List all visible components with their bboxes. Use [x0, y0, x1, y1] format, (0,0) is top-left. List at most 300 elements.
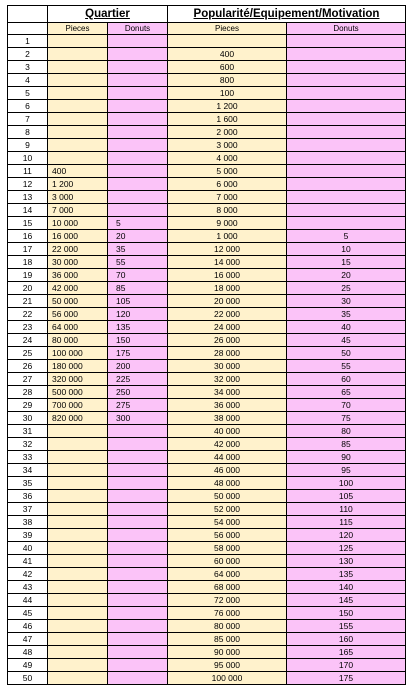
- popularite-pieces-cell: 100: [168, 87, 287, 100]
- table-row: [8, 217, 406, 230]
- table-row: [8, 256, 406, 269]
- quartier-donuts-cell: [108, 113, 168, 126]
- table-row: [8, 568, 406, 581]
- popularite-pieces-cell: 400: [168, 48, 287, 61]
- popularite-pieces-cell: 32 000: [168, 373, 287, 386]
- table-row: [8, 386, 406, 399]
- popularite-donuts-cell: [287, 87, 406, 100]
- popularite-donuts-cell: 155: [287, 620, 406, 633]
- quartier-pieces-cell: 500 000: [48, 386, 108, 399]
- header-row-columns: [8, 23, 406, 35]
- row-number-cell: 20: [8, 282, 48, 295]
- popularite-pieces-cell: 2 000: [168, 126, 287, 139]
- table-row: [8, 451, 406, 464]
- quartier-pieces-cell: [48, 139, 108, 152]
- popularite-donuts-cell: [287, 74, 406, 87]
- popularite-pieces-cell: 22 000: [168, 308, 287, 321]
- quartier-pieces-cell: [48, 581, 108, 594]
- popularite-pieces-cell: 44 000: [168, 451, 287, 464]
- table-row: [8, 659, 406, 672]
- row-number-cell: 3: [8, 61, 48, 74]
- quartier-pieces-cell: [48, 542, 108, 555]
- table-row: [8, 399, 406, 412]
- popularite-donuts-cell: 120: [287, 529, 406, 542]
- quartier-donuts-cell: [108, 61, 168, 74]
- quartier-donuts-cell: [108, 529, 168, 542]
- quartier-pieces-cell: 56 000: [48, 308, 108, 321]
- row-number-cell: 23: [8, 321, 48, 334]
- table-row: [8, 61, 406, 74]
- quartier-donuts-cell: 175: [108, 347, 168, 360]
- quartier-donuts-cell: [108, 100, 168, 113]
- quartier-donuts-cell: [108, 646, 168, 659]
- row-number-cell: 14: [8, 204, 48, 217]
- quartier-donuts-cell: [108, 568, 168, 581]
- popularite-pieces-cell: 85 000: [168, 633, 287, 646]
- popularite-donuts-cell: 30: [287, 295, 406, 308]
- popularite-pieces-cell: 12 000: [168, 243, 287, 256]
- popularite-donuts-cell: 130: [287, 555, 406, 568]
- table-row: [8, 529, 406, 542]
- popularite-donuts-cell: 5: [287, 230, 406, 243]
- quartier-donuts-cell: [108, 139, 168, 152]
- header-corner-cell: [8, 23, 48, 35]
- quartier-pieces-cell: 10 000: [48, 217, 108, 230]
- popularite-pieces-cell: 42 000: [168, 438, 287, 451]
- quartier-pieces-cell: 64 000: [48, 321, 108, 334]
- table-row: [8, 269, 406, 282]
- quartier-pieces-cell: [48, 74, 108, 87]
- popularite-group-header: Popularité/Equipement/Motivation: [168, 6, 406, 23]
- table-row: [8, 321, 406, 334]
- table-row: [8, 204, 406, 217]
- quartier-pieces-cell: [48, 529, 108, 542]
- popularite-donuts-cell: 15: [287, 256, 406, 269]
- quartier-donuts-cell: [108, 451, 168, 464]
- row-number-cell: 9: [8, 139, 48, 152]
- popularite-donuts-cell: 85: [287, 438, 406, 451]
- table-row: [8, 191, 406, 204]
- popularite-donuts-cell: 115: [287, 516, 406, 529]
- quartier-pieces-cell: [48, 126, 108, 139]
- table-row: [8, 581, 406, 594]
- row-number-cell: 45: [8, 607, 48, 620]
- popularite-pieces-cell: 54 000: [168, 516, 287, 529]
- table-row: [8, 243, 406, 256]
- quartier-donuts-cell: [108, 490, 168, 503]
- quartier-pieces-cell: [48, 646, 108, 659]
- quartier-pieces-cell: 36 000: [48, 269, 108, 282]
- quartier-donuts-cell: [108, 477, 168, 490]
- popularite-donuts-cell: 90: [287, 451, 406, 464]
- quartier-donuts-cell: [108, 542, 168, 555]
- quartier-donuts-cell: [108, 425, 168, 438]
- table-row: [8, 555, 406, 568]
- row-number-cell: 4: [8, 74, 48, 87]
- quartier-pieces-cell: 22 000: [48, 243, 108, 256]
- row-number-cell: 49: [8, 659, 48, 672]
- row-number-cell: 16: [8, 230, 48, 243]
- row-number-cell: 44: [8, 594, 48, 607]
- popularite-pieces-cell: 1 600: [168, 113, 287, 126]
- row-number-cell: 34: [8, 464, 48, 477]
- quartier-pieces-cell: [48, 113, 108, 126]
- popularite-donuts-cell: 140: [287, 581, 406, 594]
- quartier-donuts-cell: [108, 191, 168, 204]
- popularite-pieces-cell: 24 000: [168, 321, 287, 334]
- table-row: [8, 633, 406, 646]
- table-row: [8, 126, 406, 139]
- row-number-cell: 17: [8, 243, 48, 256]
- quartier-donuts-cell: [108, 464, 168, 477]
- popularite-donuts-cell: 80: [287, 425, 406, 438]
- quartier-donuts-cell: [108, 74, 168, 87]
- popularite-pieces-cell: 6 000: [168, 178, 287, 191]
- table-row: [8, 477, 406, 490]
- popularite-donuts-cell: 135: [287, 568, 406, 581]
- popularite-donuts-cell: [287, 152, 406, 165]
- popularite-donuts-cell: 75: [287, 412, 406, 425]
- popularite-pieces-cell: 36 000: [168, 399, 287, 412]
- quartier-donuts-cell: 55: [108, 256, 168, 269]
- table-row: [8, 594, 406, 607]
- quartier-donuts-cell: [108, 152, 168, 165]
- row-number-cell: 30: [8, 412, 48, 425]
- table-row: [8, 373, 406, 386]
- row-number-cell: 40: [8, 542, 48, 555]
- quartier-donuts-cell: [108, 178, 168, 191]
- table-row: [8, 412, 406, 425]
- quartier-donuts-cell: [108, 620, 168, 633]
- popularite-donuts-cell: 55: [287, 360, 406, 373]
- row-number-cell: 13: [8, 191, 48, 204]
- table-row: [8, 100, 406, 113]
- quartier-donuts-cell: 5: [108, 217, 168, 230]
- popularite-donuts-cell: [287, 35, 406, 48]
- quartier-pieces-cell: [48, 503, 108, 516]
- popularite-pieces-cell: 38 000: [168, 412, 287, 425]
- quartier-pieces-cell: [48, 425, 108, 438]
- quartier-pieces-cell: [48, 100, 108, 113]
- quartier-donuts-cell: [108, 672, 168, 685]
- table-row: [8, 152, 406, 165]
- popularite-pieces-cell: 95 000: [168, 659, 287, 672]
- popularite-pieces-cell: 100 000: [168, 672, 287, 685]
- quartier-pieces-cell: 180 000: [48, 360, 108, 373]
- popularite-donuts-cell: 25: [287, 282, 406, 295]
- quartier-donuts-cell: 20: [108, 230, 168, 243]
- quartier-donuts-cell: 150: [108, 334, 168, 347]
- quartier-donuts-cell: [108, 48, 168, 61]
- row-number-cell: 7: [8, 113, 48, 126]
- quartier-pieces-cell: 16 000: [48, 230, 108, 243]
- quartier-donuts-cell: 275: [108, 399, 168, 412]
- popularite-donuts-cell: 100: [287, 477, 406, 490]
- quartier-donuts-cell: [108, 555, 168, 568]
- table-row: [8, 87, 406, 100]
- popularite-donuts-cell: 65: [287, 386, 406, 399]
- popularite-pieces-cell: 60 000: [168, 555, 287, 568]
- quartier-pieces-cell: 7 000: [48, 204, 108, 217]
- popularite-pieces-header: Pieces: [168, 23, 287, 35]
- rewards-table: [7, 5, 406, 685]
- table-row: [8, 48, 406, 61]
- quartier-group-header: Quartier: [48, 6, 168, 23]
- row-number-cell: 50: [8, 672, 48, 685]
- table-row: [8, 672, 406, 685]
- row-number-cell: 48: [8, 646, 48, 659]
- popularite-pieces-cell: 800: [168, 74, 287, 87]
- popularite-pieces-cell: 46 000: [168, 464, 287, 477]
- row-number-cell: 21: [8, 295, 48, 308]
- table-row: [8, 438, 406, 451]
- row-number-cell: 39: [8, 529, 48, 542]
- popularite-pieces-cell: 1 200: [168, 100, 287, 113]
- quartier-donuts-cell: [108, 633, 168, 646]
- quartier-donuts-cell: 225: [108, 373, 168, 386]
- quartier-donuts-cell: 250: [108, 386, 168, 399]
- table-row: [8, 334, 406, 347]
- row-number-cell: 32: [8, 438, 48, 451]
- quartier-donuts-cell: 105: [108, 295, 168, 308]
- quartier-pieces-cell: [48, 35, 108, 48]
- quartier-donuts-cell: 85: [108, 282, 168, 295]
- quartier-pieces-cell: [48, 477, 108, 490]
- quartier-pieces-cell: [48, 594, 108, 607]
- quartier-pieces-cell: [48, 490, 108, 503]
- popularite-donuts-cell: [287, 113, 406, 126]
- popularite-pieces-cell: 18 000: [168, 282, 287, 295]
- row-number-cell: 19: [8, 269, 48, 282]
- row-number-cell: 33: [8, 451, 48, 464]
- popularite-donuts-cell: [287, 165, 406, 178]
- quartier-pieces-cell: 30 000: [48, 256, 108, 269]
- popularite-pieces-cell: 76 000: [168, 607, 287, 620]
- row-number-cell: 43: [8, 581, 48, 594]
- row-number-cell: 2: [8, 48, 48, 61]
- row-number-cell: 29: [8, 399, 48, 412]
- popularite-pieces-cell: 14 000: [168, 256, 287, 269]
- row-number-cell: 12: [8, 178, 48, 191]
- quartier-pieces-cell: [48, 516, 108, 529]
- table-row: [8, 35, 406, 48]
- header-row-groups: [8, 6, 406, 23]
- popularite-pieces-cell: 600: [168, 61, 287, 74]
- quartier-pieces-cell: [48, 555, 108, 568]
- table-row: [8, 347, 406, 360]
- row-number-cell: 22: [8, 308, 48, 321]
- popularite-donuts-cell: 95: [287, 464, 406, 477]
- popularite-donuts-cell: 45: [287, 334, 406, 347]
- table-row: [8, 308, 406, 321]
- quartier-donuts-cell: [108, 503, 168, 516]
- popularite-pieces-cell: 50 000: [168, 490, 287, 503]
- popularite-pieces-cell: 1 000: [168, 230, 287, 243]
- quartier-pieces-cell: 320 000: [48, 373, 108, 386]
- table-row: [8, 503, 406, 516]
- quartier-pieces-cell: 1 200: [48, 178, 108, 191]
- quartier-pieces-cell: [48, 61, 108, 74]
- row-number-cell: 42: [8, 568, 48, 581]
- quartier-pieces-cell: [48, 87, 108, 100]
- table-row: [8, 165, 406, 178]
- popularite-donuts-cell: 105: [287, 490, 406, 503]
- popularite-pieces-cell: [168, 35, 287, 48]
- popularite-pieces-cell: 56 000: [168, 529, 287, 542]
- popularite-donuts-cell: 10: [287, 243, 406, 256]
- table-row: [8, 425, 406, 438]
- popularite-pieces-cell: 58 000: [168, 542, 287, 555]
- table-row: [8, 139, 406, 152]
- table-row: [8, 282, 406, 295]
- table-row: [8, 230, 406, 243]
- quartier-donuts-cell: [108, 581, 168, 594]
- popularite-donuts-cell: [287, 191, 406, 204]
- row-number-cell: 11: [8, 165, 48, 178]
- quartier-pieces-cell: [48, 659, 108, 672]
- popularite-pieces-cell: 72 000: [168, 594, 287, 607]
- row-number-cell: 25: [8, 347, 48, 360]
- popularite-pieces-cell: 16 000: [168, 269, 287, 282]
- table-row: [8, 74, 406, 87]
- popularite-pieces-cell: 26 000: [168, 334, 287, 347]
- row-number-cell: 36: [8, 490, 48, 503]
- quartier-donuts-cell: [108, 35, 168, 48]
- popularite-pieces-cell: 80 000: [168, 620, 287, 633]
- row-number-cell: 37: [8, 503, 48, 516]
- popularite-pieces-cell: 34 000: [168, 386, 287, 399]
- popularite-pieces-cell: 40 000: [168, 425, 287, 438]
- quartier-donuts-cell: 70: [108, 269, 168, 282]
- popularite-pieces-cell: 5 000: [168, 165, 287, 178]
- popularite-donuts-cell: 170: [287, 659, 406, 672]
- popularite-donuts-cell: [287, 217, 406, 230]
- table-row: [8, 113, 406, 126]
- row-number-cell: 28: [8, 386, 48, 399]
- popularite-donuts-cell: 145: [287, 594, 406, 607]
- popularite-pieces-cell: 20 000: [168, 295, 287, 308]
- table-row: [8, 542, 406, 555]
- quartier-donuts-cell: [108, 594, 168, 607]
- row-number-cell: 38: [8, 516, 48, 529]
- row-number-cell: 18: [8, 256, 48, 269]
- quartier-pieces-cell: [48, 48, 108, 61]
- quartier-pieces-cell: [48, 672, 108, 685]
- popularite-pieces-cell: 4 000: [168, 152, 287, 165]
- popularite-donuts-header: Donuts: [287, 23, 406, 35]
- popularite-donuts-cell: 125: [287, 542, 406, 555]
- quartier-donuts-cell: [108, 126, 168, 139]
- quartier-donuts-cell: [108, 607, 168, 620]
- quartier-donuts-cell: [108, 87, 168, 100]
- popularite-pieces-cell: 30 000: [168, 360, 287, 373]
- quartier-donuts-cell: [108, 204, 168, 217]
- table-row: [8, 646, 406, 659]
- row-number-cell: 8: [8, 126, 48, 139]
- quartier-pieces-cell: [48, 620, 108, 633]
- quartier-donuts-cell: [108, 659, 168, 672]
- quartier-pieces-cell: 80 000: [48, 334, 108, 347]
- quartier-pieces-cell: [48, 568, 108, 581]
- popularite-pieces-cell: 90 000: [168, 646, 287, 659]
- popularite-pieces-cell: 7 000: [168, 191, 287, 204]
- table-row: [8, 607, 406, 620]
- popularite-pieces-cell: 64 000: [168, 568, 287, 581]
- popularite-donuts-cell: 35: [287, 308, 406, 321]
- table-row: [8, 516, 406, 529]
- popularite-donuts-cell: 150: [287, 607, 406, 620]
- popularite-donuts-cell: 50: [287, 347, 406, 360]
- table-row: [8, 178, 406, 191]
- quartier-donuts-cell: 135: [108, 321, 168, 334]
- row-number-cell: 15: [8, 217, 48, 230]
- popularite-donuts-cell: 70: [287, 399, 406, 412]
- quartier-donuts-cell: 300: [108, 412, 168, 425]
- table-row: [8, 295, 406, 308]
- popularite-donuts-cell: [287, 61, 406, 74]
- row-number-cell: 46: [8, 620, 48, 633]
- table-row: [8, 360, 406, 373]
- popularite-pieces-cell: 9 000: [168, 217, 287, 230]
- popularite-donuts-cell: [287, 204, 406, 217]
- row-number-cell: 31: [8, 425, 48, 438]
- popularite-donuts-cell: [287, 126, 406, 139]
- quartier-donuts-cell: [108, 165, 168, 178]
- row-number-cell: 24: [8, 334, 48, 347]
- row-number-cell: 26: [8, 360, 48, 373]
- row-number-cell: 41: [8, 555, 48, 568]
- quartier-pieces-cell: 400: [48, 165, 108, 178]
- quartier-pieces-cell: 820 000: [48, 412, 108, 425]
- row-number-cell: 5: [8, 87, 48, 100]
- table-row: [8, 490, 406, 503]
- row-number-cell: 27: [8, 373, 48, 386]
- popularite-donuts-cell: 20: [287, 269, 406, 282]
- quartier-donuts-cell: 35: [108, 243, 168, 256]
- row-number-cell: 6: [8, 100, 48, 113]
- popularite-donuts-cell: [287, 178, 406, 191]
- quartier-pieces-cell: 42 000: [48, 282, 108, 295]
- quartier-pieces-cell: [48, 607, 108, 620]
- popularite-pieces-cell: 8 000: [168, 204, 287, 217]
- popularite-donuts-cell: 160: [287, 633, 406, 646]
- popularite-donuts-cell: 110: [287, 503, 406, 516]
- popularite-donuts-cell: [287, 48, 406, 61]
- popularite-donuts-cell: [287, 100, 406, 113]
- popularite-pieces-cell: 68 000: [168, 581, 287, 594]
- popularite-pieces-cell: 3 000: [168, 139, 287, 152]
- popularite-donuts-cell: [287, 139, 406, 152]
- quartier-pieces-cell: [48, 451, 108, 464]
- quartier-pieces-cell: [48, 152, 108, 165]
- quartier-donuts-cell: 120: [108, 308, 168, 321]
- row-number-cell: 47: [8, 633, 48, 646]
- quartier-donuts-header: Donuts: [108, 23, 168, 35]
- quartier-pieces-cell: [48, 438, 108, 451]
- table-row: [8, 620, 406, 633]
- popularite-donuts-cell: 60: [287, 373, 406, 386]
- quartier-pieces-cell: 3 000: [48, 191, 108, 204]
- popularite-pieces-cell: 52 000: [168, 503, 287, 516]
- header-corner-cell: [8, 6, 48, 23]
- row-number-cell: 1: [8, 35, 48, 48]
- row-number-cell: 35: [8, 477, 48, 490]
- quartier-donuts-cell: 200: [108, 360, 168, 373]
- quartier-pieces-header: Pieces: [48, 23, 108, 35]
- quartier-donuts-cell: [108, 438, 168, 451]
- popularite-donuts-cell: 175: [287, 672, 406, 685]
- quartier-pieces-cell: 50 000: [48, 295, 108, 308]
